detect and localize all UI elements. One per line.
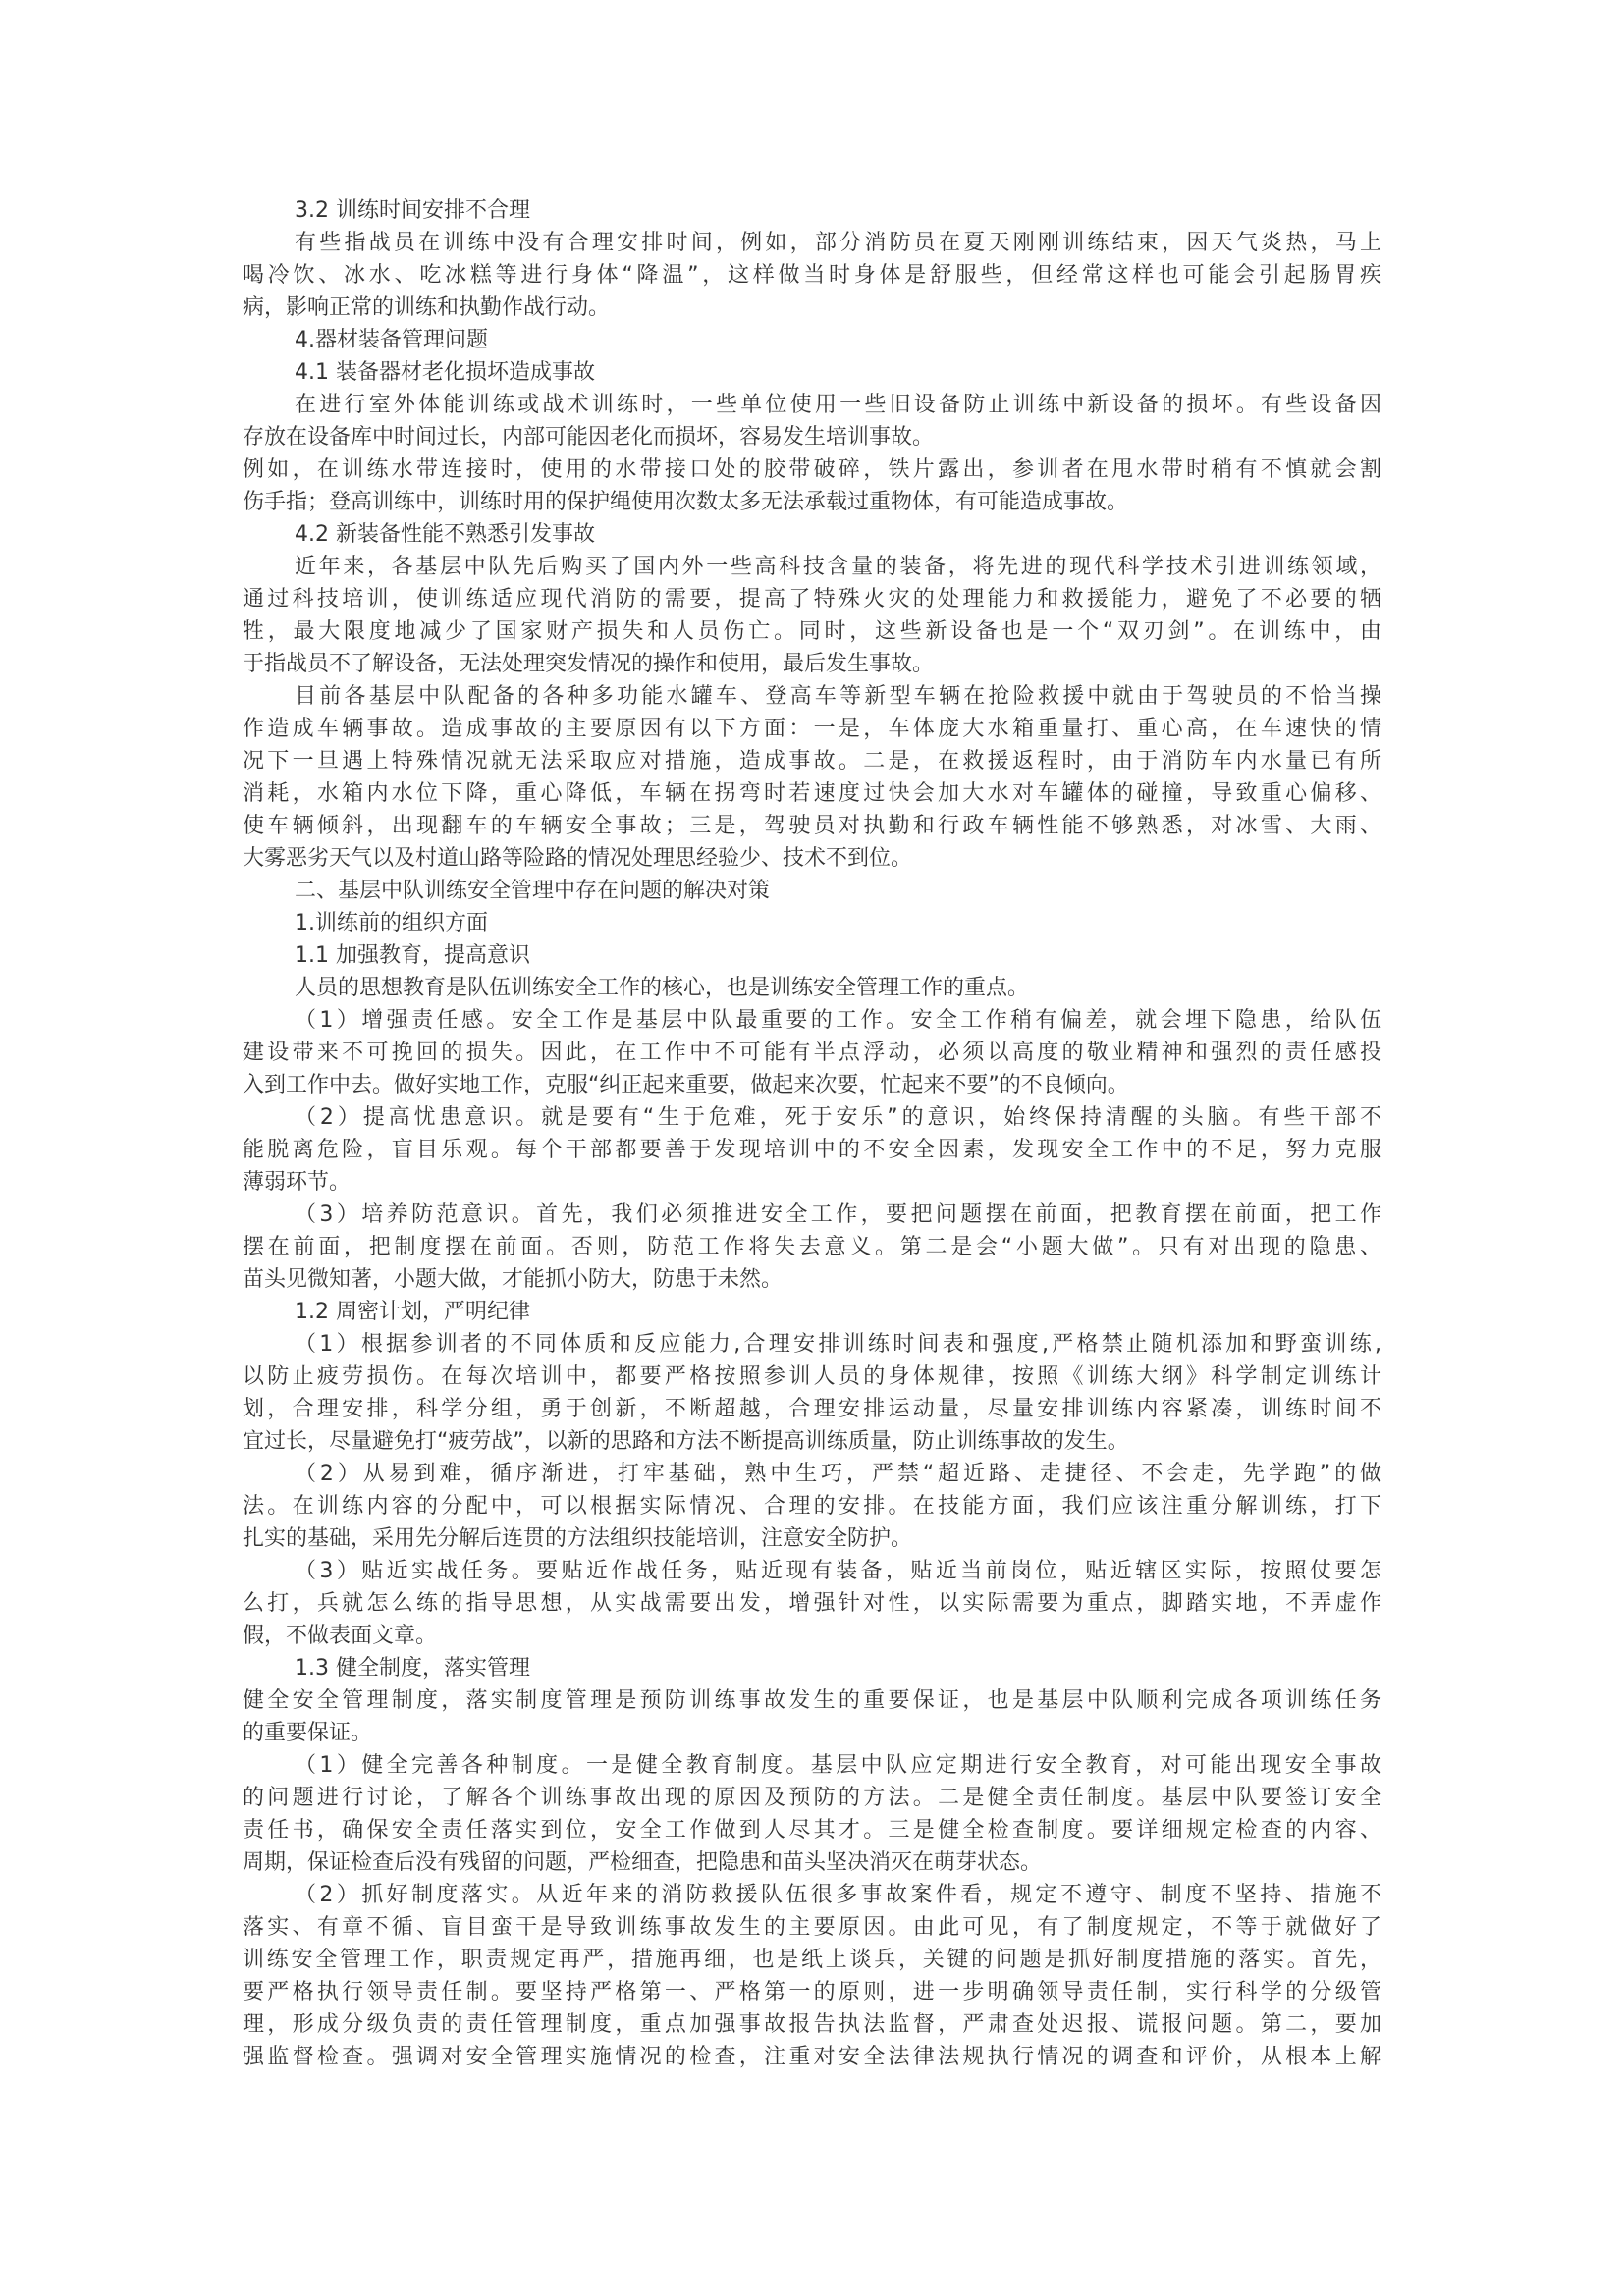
text-line: 落实、有章不循、盲目蛮干是导致训练事故发生的主要原因。由此可见，有了制度规定，不等于就做好了 xyxy=(243,1915,1381,1940)
text-line: 例如，在训练水带连接时，使用的水带接口处的胶带破碎，铁片露出，参训者在甩水带时稍有不慎就会割 xyxy=(243,457,1381,482)
text-line: 有些指战员在训练中没有合理安排时间，例如，部分消防员在夏天刚刚训练结束，因天气炎热，马上 xyxy=(295,231,1381,255)
text-line: 假，不做表面文章。 xyxy=(243,1624,438,1648)
text-line: 使车辆倾斜，出现翻车的车辆安全事故；三是，驾驶员对执勤和行政车辆性能不够熟悉，对冰雪、大雨、 xyxy=(243,814,1381,838)
text-line: 入到工作中去。做好实地工作，克服“纠正起来重要，做起来次要，忙起来不要”的不良倾向。 xyxy=(243,1073,1129,1097)
text-line: 通过科技培训，使训练适应现代消防的需要，提高了特殊火灾的处理能力和救援能力，避免了不必要的牺 xyxy=(243,587,1381,612)
text-line: 1.2 周密计划，严明纪律 xyxy=(295,1300,530,1324)
text-line: 周期，保证检查后没有残留的问题，严检细查，把隐患和苗头坚决消灭在萌芽状态。 xyxy=(243,1850,1043,1875)
text-line: 责任书，确保安全责任落实到位，安全工作做到人尽其才。三是健全检查制度。要详细规定检查的内容、 xyxy=(243,1818,1381,1842)
body-paragraph xyxy=(243,1199,1381,1296)
section-heading xyxy=(243,1296,1381,1328)
text-line: 存放在设备库中时间过长，内部可能因老化而损坏，容易发生培训事故。 xyxy=(243,425,935,450)
text-line: （3）培养防范意识。首先，我们必须推进安全工作，要把问题摆在前面，把教育摆在前面，把工作 xyxy=(295,1202,1381,1227)
section-heading xyxy=(243,356,1381,389)
text-line: 健全安全管理制度，落实制度管理是预防训练事故发生的重要保证，也是基层中队顺利完成各项训练任务 xyxy=(243,1688,1381,1713)
text-line: （3）贴近实战任务。要贴近作战任务，贴近现有装备，贴近当前岗位，贴近辖区实际，按照仗要怎 xyxy=(295,1559,1381,1583)
text-line: 4.1 装备器材老化损坏造成事故 xyxy=(295,360,595,385)
text-line: 的重要保证。 xyxy=(243,1721,373,1745)
text-line: 3.2 训练时间安排不合理 xyxy=(295,198,530,223)
text-line: 1.3 健全制度，落实管理 xyxy=(295,1656,530,1681)
text-line: 法。在训练内容的分配中，可以根据实际情况、合理的安排。在技能方面，我们应该注重分解训练，打下 xyxy=(243,1494,1381,1519)
text-line: 强监督检查。强调对安全管理实施情况的检查，注重对安全法律法规执行情况的调查和评价，从根本上解 xyxy=(243,2045,1381,2069)
text-line: 划，合理安排，科学分组，勇于创新，不断超越，合理安排运动量，尽量安排训练内容紧凑，训练时间不 xyxy=(243,1397,1381,1421)
text-line: 扎实的基础，采用先分解后连贯的方法组织技能培训，注意安全防护。 xyxy=(243,1526,913,1551)
text-line: 况下一旦遇上特殊情况就无法采取应对措施，造成事故。二是，在救援返程时，由于消防车内水量已有所 xyxy=(243,749,1381,774)
body-paragraph xyxy=(243,1328,1381,1458)
text-line: （1）根据参训者的不同体质和反应能力,合理安排训练时间表和强度,严格禁止随机添加和野蛮训练, xyxy=(295,1332,1381,1357)
text-line: 1.训练前的组织方面 xyxy=(295,911,488,935)
body-paragraph xyxy=(243,1004,1381,1101)
text-line: 训练安全管理工作，职责规定再严，措施再细，也是纸上谈兵，关键的问题是抓好制度措施的落实。首先， xyxy=(243,1948,1381,1972)
body-paragraph xyxy=(243,1684,1381,1749)
text-line: 宜过长，尽量避免打“疲劳战”，以新的思路和方法不断提高训练质量，防止训练事故的发生。 xyxy=(243,1429,1129,1454)
text-line: 薄弱环节。 xyxy=(243,1170,352,1195)
text-line: 于指战员不了解设备，无法处理突发情况的操作和使用，最后发生事故。 xyxy=(243,652,935,676)
text-line: 在进行室外体能训练或战术训练时，一些单位使用一些旧设备防止训练中新设备的损坏。有些设备因 xyxy=(295,393,1381,417)
document-body xyxy=(243,194,1381,2073)
body-paragraph xyxy=(243,1749,1381,1879)
document-page xyxy=(243,194,1381,2073)
text-line: 建设带来不可挽回的损失。因此，在工作中不可能有半点浮动，必须以高度的敬业精神和强烈的责任感投 xyxy=(243,1041,1381,1065)
text-line: （2）抓好制度落实。从近年来的消防救援队伍很多事故案件看，规定不遵守、制度不坚持、措施不 xyxy=(295,1883,1381,1907)
text-line: 喝冷饮、冰水、吃冰糕等进行身体“降温”，这样做当时身体是舒服些，但经常这样也可能会引起肠胃疾 xyxy=(243,263,1381,288)
text-line: 1.1 加强教育，提高意识 xyxy=(295,943,530,968)
text-line: （1）增强责任感。安全工作是基层中队最重要的工作。安全工作稍有偏差，就会埋下隐患，给队伍 xyxy=(295,1008,1381,1033)
section-heading xyxy=(243,939,1381,972)
body-paragraph xyxy=(243,1879,1381,2073)
text-line: 么打，兵就怎么练的指导思想，从实战需要出发，增强针对性，以实际需要为重点，脚踏实地，不弄虚作 xyxy=(243,1591,1381,1616)
body-paragraph xyxy=(243,1101,1381,1199)
section-heading xyxy=(243,907,1381,939)
section-heading xyxy=(243,194,1381,227)
text-line: 大雾恶劣天气以及村道山路等险路的情况处理思经验少、技术不到位。 xyxy=(243,846,913,871)
body-paragraph xyxy=(243,227,1381,324)
text-line: 病，影响正常的训练和执勤作战行动。 xyxy=(243,295,611,320)
text-line: 以防止疲劳损伤。在每次培训中，都要严格按照参训人员的身体规律，按照《训练大纲》科学制定训练计 xyxy=(243,1364,1381,1389)
text-line: （1）健全完善各种制度。一是健全教育制度。基层中队应定期进行安全教育，对可能出现安全事故 xyxy=(295,1753,1381,1778)
text-line: 牲，最大限度地减少了国家财产损失和人员伤亡。同时，这些新设备也是一个“双刃剑”。在训练中，由 xyxy=(243,619,1381,644)
section-heading xyxy=(243,324,1381,356)
text-line: 二、基层中队训练安全管理中存在问题的解决对策 xyxy=(295,879,771,903)
body-paragraph xyxy=(243,1458,1381,1555)
section-heading xyxy=(243,875,1381,907)
text-line: 的问题进行讨论，了解各个训练事故出现的原因及预防的方法。二是健全责任制度。基层中队要签订安全 xyxy=(243,1786,1381,1810)
section-heading xyxy=(243,518,1381,551)
body-paragraph xyxy=(243,972,1381,1004)
text-line: （2）提高忧患意识。就是要有“生于危难，死于安乐”的意识，始终保持清醒的头脑。有些干部不 xyxy=(295,1105,1381,1130)
text-line: 近年来，各基层中队先后购买了国内外一些高科技含量的装备，将先进的现代科学技术引进训练领域， xyxy=(295,555,1381,579)
body-paragraph xyxy=(243,454,1381,518)
body-paragraph xyxy=(243,389,1381,454)
text-line: 摆在前面，把制度摆在前面。否则，防范工作将失去意义。第二是会“小题大做”。只有对出现的隐患、 xyxy=(243,1235,1381,1259)
text-line: 伤手指；登高训练中，训练时用的保护绳使用次数太多无法承载过重物体，有可能造成事故。 xyxy=(243,490,1129,514)
body-paragraph xyxy=(243,1555,1381,1652)
text-line: 能脱离危险，盲目乐观。每个干部都要善于发现培训中的不安全因素，发现安全工作中的不足，努力克服 xyxy=(243,1138,1381,1162)
text-line: 苗头见微知著，小题大做，才能抓小防大，防患于未然。 xyxy=(243,1267,784,1292)
text-line: 要严格执行领导责任制。要坚持严格第一、严格第一的原则，进一步明确领导责任制，实行科学的分级管 xyxy=(243,1980,1381,2004)
text-line: 消耗，水箱内水位下降，重心降低，车辆在拐弯时若速度过快会加大水对车罐体的碰撞，导致重心偏移、 xyxy=(243,781,1381,806)
body-paragraph xyxy=(243,680,1381,875)
text-line: 4.2 新装备性能不熟悉引发事故 xyxy=(295,522,595,547)
section-heading xyxy=(243,1652,1381,1684)
text-line: 理，形成分级负责的责任管理制度，重点加强事故报告执法监督，严肃查处迟报、谎报问题。第二，要加 xyxy=(243,2012,1381,2037)
text-line: （2）从易到难，循序渐进，打牢基础，熟中生巧，严禁“超近路、走捷径、不会走，先学跑”的做 xyxy=(295,1462,1381,1486)
text-line: 人员的思想教育是队伍训练安全工作的核心，也是训练安全管理工作的重点。 xyxy=(295,976,1030,1000)
body-paragraph xyxy=(243,551,1381,680)
text-line: 作造成车辆事故。造成事故的主要原因有以下方面：一是，车体庞大水箱重量打、重心高，在车速快的情 xyxy=(243,717,1381,741)
text-line: 4.器材装备管理问题 xyxy=(295,328,488,352)
text-line: 目前各基层中队配备的各种多功能水罐车、登高车等新型车辆在抢险救援中就由于驾驶员的不恰当操 xyxy=(295,684,1381,709)
